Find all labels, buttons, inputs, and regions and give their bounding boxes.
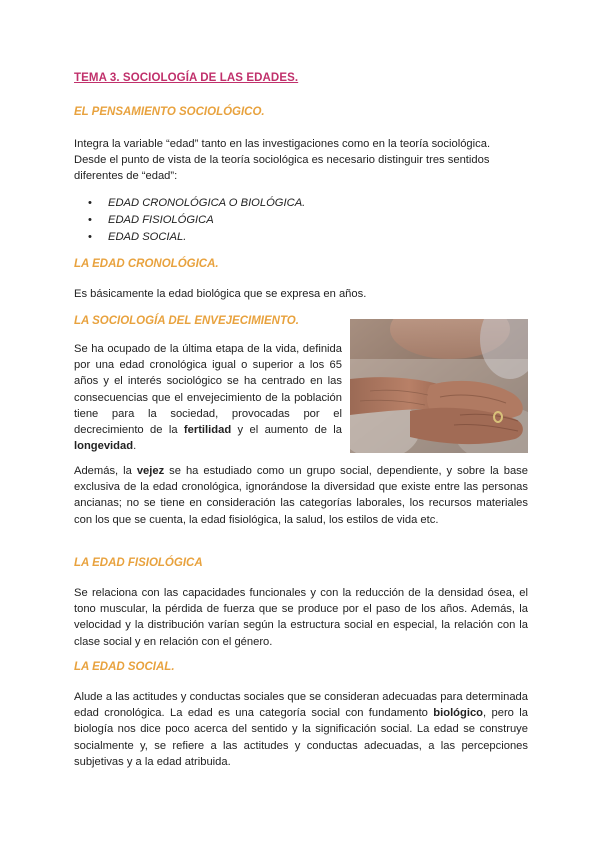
elderly-hands-photo	[350, 319, 528, 453]
list-item: • EDAD CRONOLÓGICA O BIOLÓGICA.	[88, 195, 305, 212]
intro-line-2: Desde el punto de vista de la teoría sociológica es necesario distinguir tres sentidos	[74, 154, 490, 167]
heading-edad-cronologica: LA EDAD CRONOLÓGICA.	[74, 258, 219, 270]
text-run: Alude a las actitudes y conductas sociales que se consideran adecuadas para determinada edad cronológica. La edad es una categoría social con fundamento	[74, 691, 528, 720]
intro-line-1: Integra la variable “edad” tanto en las investigaciones como en la teoría sociológica.	[74, 138, 491, 150]
list-item: • EDAD SOCIAL.	[88, 229, 305, 246]
edad-cronologica-text: Es básicamente la edad biológica que se expresa en años.	[74, 288, 367, 300]
text-run: , pero la biología nos dice poco acerca del sentido y la significación social. La edad se construye socialmente y, se refiere a las actitudes y conductas adecuadas, a las percepciones subjetivas y a la edad atribuida.	[74, 707, 528, 768]
bold-vejez: vejez	[136, 465, 165, 477]
text-run: Se ha ocupado de la última etapa de la vida, definida por una edad cronológica igual o superior a los 65 años y el interés sociológico se ha centrado en las consecuencias que el envejecimiento de la población tiene para la sociedad, provocadas por el decrecimiento de la	[74, 343, 342, 437]
edad-types-list	[88, 195, 305, 246]
bold-fertilidad: fertilidad	[183, 424, 232, 437]
list-item: • EDAD FISIOLÓGICA	[88, 212, 305, 229]
heading-pensamiento-sociologico: EL PENSAMIENTO SOCIOLÓGICO.	[74, 106, 265, 118]
envejecimiento-paragraph-2	[74, 463, 528, 528]
edad-social-text	[74, 689, 528, 770]
text-run: y el aumento de la	[231, 424, 342, 437]
bold-biologico: biológico	[433, 707, 484, 720]
intro-line-3: diferentes de “edad”:	[74, 170, 178, 183]
heading-edad-fisiologica: LA EDAD FISIOLÓGICA	[74, 557, 203, 569]
heading-edad-social: LA EDAD SOCIAL.	[74, 661, 175, 673]
bold-longevidad: longevidad	[74, 440, 134, 453]
intro-paragraph	[74, 136, 528, 185]
text-run: Además, la	[74, 465, 137, 477]
edad-fisiologica-text: Se relaciona con las capacidades funcionales y con la reducción de la densidad ósea, el tono muscular, la pérdida de fuerza que se produce por el paso de los años. Además, la velocidad y la distribución varían según la estructura social en especial, la relación con la clase social y en relación con el género.	[74, 587, 528, 648]
heading-sociologia-envejecimiento: LA SOCIOLOGÍA DEL ENVEJECIMIENTO.	[74, 315, 299, 327]
text-run: .	[133, 440, 137, 453]
page-title: TEMA 3. SOCIOLOGÍA DE LAS EDADES.	[74, 72, 299, 84]
text-run: se ha estudiado como un grupo social, dependiente, y sobre la base exclusiva de la edad cronológica, ignorándose la diversidad que existe entre las personas ancianas; no se tiene en consideración las categorías laborales, los recursos materiales con los que se cuenta, la edad fisiológica, la salud, los estilos de vida etc.	[74, 465, 529, 526]
envejecimiento-paragraph-1	[74, 341, 342, 454]
